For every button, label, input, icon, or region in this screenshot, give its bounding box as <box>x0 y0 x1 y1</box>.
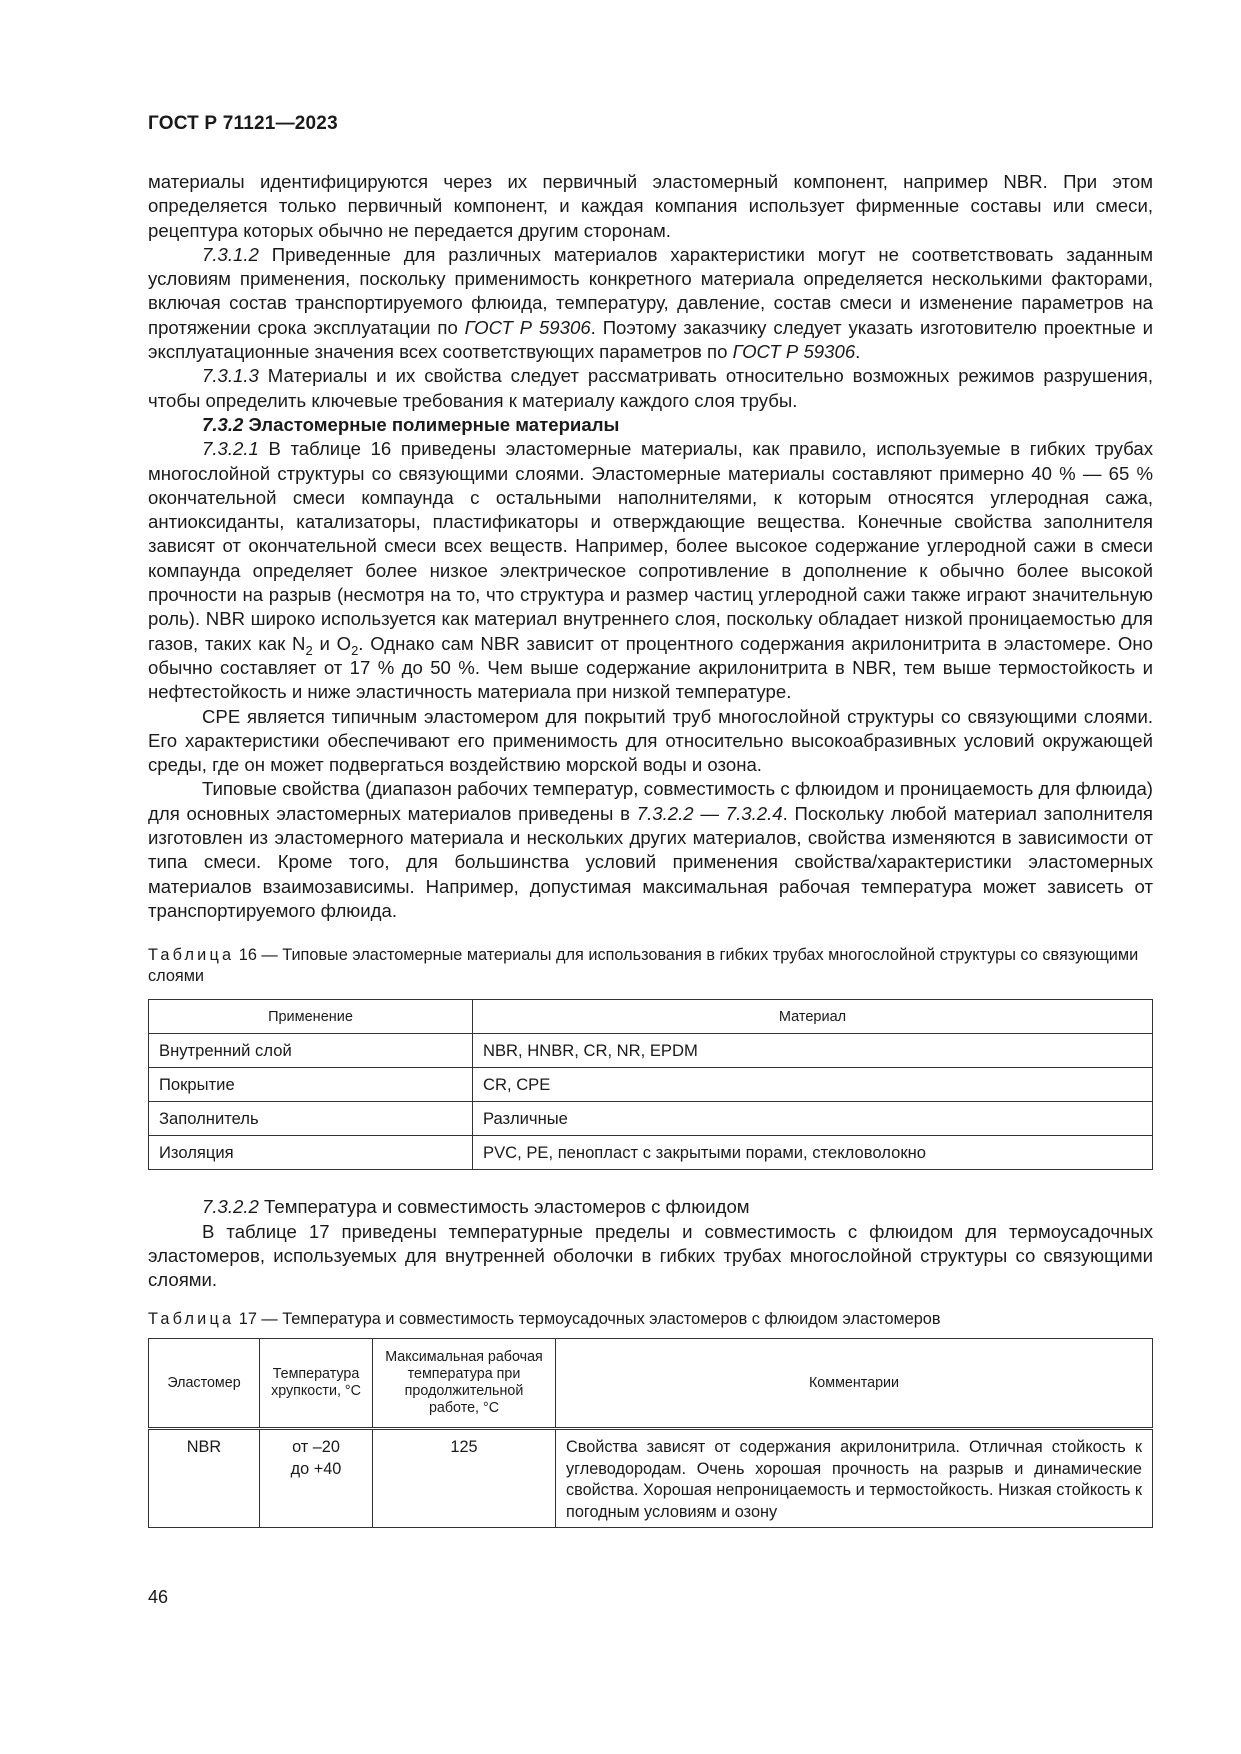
caption-label: Таблица <box>148 946 235 965</box>
table-cell: NBR <box>149 1429 260 1528</box>
table-cell: Изоляция <box>149 1136 473 1170</box>
clause-reference: 7.3.2.2 <box>636 802 694 824</box>
clause-number: 7.3.1.3 <box>202 365 259 387</box>
clause-reference: 7.3.2.4 <box>725 802 783 824</box>
column-header: Максимальная рабочая температура при продолжительной работе, °С <box>373 1339 556 1429</box>
table-row <box>149 1429 1153 1528</box>
paragraph: материалы идентифицируются через их первичный эластомерный компонент, например NBR. При этом определяется только первичный компонент, и каждая компания использует фирменные составы или смеси, рецептура которых обычно не передается другим сторонам. <box>148 171 1153 241</box>
table-cell: 125 <box>373 1429 556 1528</box>
clause-number: 7.3.2.1 <box>202 438 259 460</box>
paragraph-7-3-1-2: 7.3.1.2 Приведенные для различных материалов характеристики могут не соответствовать заданным условиям применения, поскольку применимость конкретного материала определяется несколькими факторами, включая состав транспортируемого флюида, температуру, давление, состав смеси и изменение параметров на протяжении срока эксплуатации по ГОСТ Р 59306. Поэтому заказчику следует указать изготовителю проектные и эксплуатационные значения всех соответствующих параметров по ГОСТ Р 59306. <box>148 243 1153 363</box>
subscript: 2 <box>351 642 359 658</box>
column-header: Эластомер <box>149 1339 260 1429</box>
paragraph-7-3-2-2: 7.3.2.2 Температура и совместимость эластомеров с флюидом <box>202 1196 750 1218</box>
table-16-caption: Таблица 16 — Типовые эластомерные материалы для использования в гибких трубах многослойной структуры со связующими слоями <box>148 946 1139 986</box>
column-header: Комментарии <box>556 1339 1153 1429</box>
table-cell: Различные <box>473 1102 1153 1136</box>
column-header: Температура хрупкости, °С <box>260 1339 373 1429</box>
table-cell: PVC, PE, пенопласт с закрытыми порами, стекловолокно <box>473 1136 1153 1170</box>
standard-reference: ГОСТ Р 59306 <box>732 341 856 363</box>
page-number: 46 <box>148 1587 169 1607</box>
column-header: Материал <box>473 1000 1153 1034</box>
table-row <box>149 1068 1153 1102</box>
table-cell: Заполнитель <box>149 1102 473 1136</box>
table-row <box>149 1034 1153 1068</box>
paragraph-7-3-2-1: 7.3.2.1 В таблице 16 приведены эластомерные материалы, как правило, используемые в гибких трубах многослойной структуры со связующими слоями. Эластомерные материалы составляют примерно 40 % — 65 % окончательной смеси компаунда с остальными наполнителями, к которым относятся углеродная сажа, антиоксиданты, катализаторы, пластификаторы и отверждающие вещества. Конечные свойства заполнителя зависят от окончательной смеси всех веществ. Например, более высокое содержание углеродной сажи в смеси компаунда определяет более низкое электрическое сопротивление в дополнение к обычно более высокой прочности на разрыв (несмотря на то, что структура и размер частиц углеродной сажи также играют значительную роль). NBR широко используется как материал внутреннего слоя, поскольку обладает низкой проницаемостью для газов, таких как $N_2$ и $O_2$. Однако сам NBR зависит от процентного содержания акрилонитрита в эластомере. Оно обычно составляет от 17 % до 50 %. Чем выше содержание акрилонитрита в NBR, тем выше термостойкость и нефтестойкость и ниже эластичность материала при низкой температуре. <box>148 438 1153 703</box>
table-17-caption: Таблица 17 — Температура и совместимость термоусадочных эластомеров с флюидом эластомеров <box>148 1310 941 1329</box>
paragraph: Типовые свойства (диапазон рабочих температур, совместимость с флюидом и проницаемость для флюида) для основных эластомерных материалов приведены в 7.3.2.2 — 7.3.2.4. Поскольку любой материал заполнителя изготовлен из эластомерного материала и нескольких других материалов, свойства изменяются в зависимости от типа смеси. Кроме того, для большинства условий применения свойства/характеристики эластомерных материалов взаимозависимы. Например, допустимая максимальная рабочая температура может зависеть от транспортируемого флюида. <box>148 778 1154 921</box>
standard-reference: ГОСТ Р 59306 <box>464 316 591 338</box>
table-row <box>149 1136 1153 1170</box>
table-cell: Покрытие <box>149 1068 473 1102</box>
table-cell: NBR, HNBR, CR, NR, EPDM <box>473 1034 1153 1068</box>
paragraph: CPE является типичным эластомером для покрытий труб многослойной структуры со связующими слоями. Его характеристики обеспечивают его применимость для относительно высокоабразивных условий окружающей среды, где он может подвергаться воздействию морской воды и озона. <box>148 705 1153 776</box>
caption-label: Таблица <box>148 1310 235 1329</box>
paragraph: В таблице 17 приведены температурные пределы и совместимость с флюидом для термоусадочных эластомеров, используемых для внутренней оболочки в гибких трубах многослойной структуры со связующими слоями. <box>148 1220 1153 1291</box>
subscript: 2 <box>305 642 313 658</box>
table-17 <box>148 1338 1153 1528</box>
table-header-row <box>149 1000 1153 1034</box>
table-row <box>149 1102 1153 1136</box>
table-cell: от –20 до +40 <box>260 1429 373 1528</box>
table-16 <box>148 999 1153 1170</box>
clause-number: 7.3.1.2 <box>202 243 259 265</box>
section-heading: 7.3.2 Эластомерные полимерные материалы <box>202 413 620 435</box>
page-content <box>148 170 1153 1528</box>
table-header-row <box>149 1339 1153 1429</box>
column-header: Применение <box>149 1000 473 1034</box>
clause-number: 7.3.2 <box>202 413 244 435</box>
table-cell: Свойства зависят от содержания акрилонитрила. Отличная стойкость к углеводородам. Очень хорошая прочность на разрыв и динамические свойства. Хорошая непроницаемость и термостойкость. Низкая стойкость к погодным условиям и озону <box>556 1429 1153 1528</box>
clause-number: 7.3.2.2 <box>202 1196 259 1218</box>
table-cell: CR, CPE <box>473 1068 1153 1102</box>
paragraph-7-3-1-3: 7.3.1.3 Материалы и их свойства следует рассматривать относительно возможных режимов разрушения, чтобы определить ключевые требования к материалу каждого слоя трубы. <box>148 365 1153 411</box>
document-header: ГОСТ Р 71121—2023 <box>148 113 338 134</box>
table-cell: Внутренний слой <box>149 1034 473 1068</box>
